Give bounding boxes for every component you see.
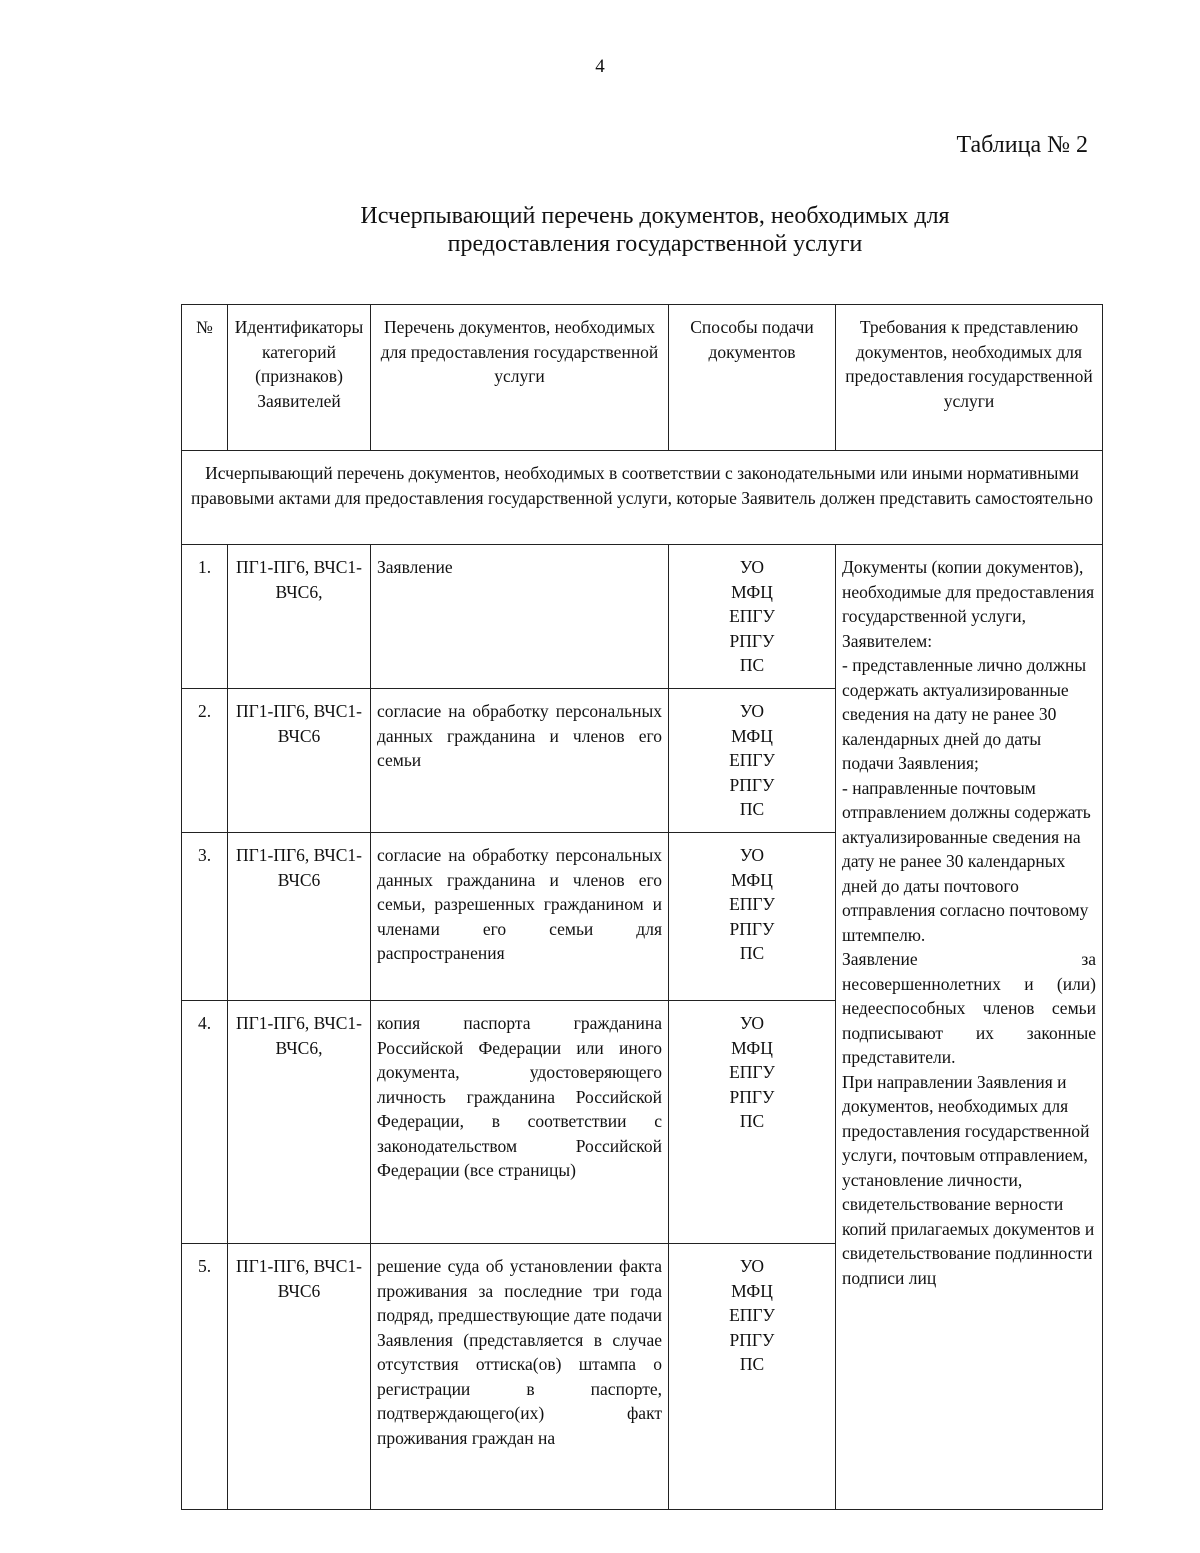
row-documents: согласие на обработку персональных данных гражданина и членов его семьи <box>371 689 669 833</box>
method-item: УО <box>739 701 765 721</box>
header-documents: Перечень документов, необходимых для предоставления государственной услуги <box>371 305 669 451</box>
table-header-row <box>182 305 1103 451</box>
method-item: ЕПГУ <box>729 750 775 770</box>
row-identifiers: ПГ1-ПГ6, ВЧС1-ВЧС6, <box>228 1001 371 1244</box>
page-number: 4 <box>595 56 605 77</box>
row-documents: решение суда об установлении факта проживания за последние три года подряд, предшествующие дате подачи Заявления (представляется в случае отсутствия оттиска(ов) штампа о регистрации в паспорте, подтверждающего(их) факт проживания граждан на <box>371 1244 669 1510</box>
row-methods <box>669 1001 836 1244</box>
method-item: ЕПГУ <box>729 1062 775 1082</box>
row-identifiers: ПГ1-ПГ6, ВЧС1-ВЧС6 <box>228 833 371 1001</box>
title-line-1: Исчерпывающий перечень документов, необходимых для <box>360 203 950 229</box>
header-identifiers: Идентификаторы категорий (признаков) Заявителей <box>228 305 371 451</box>
method-item: ЕПГУ <box>729 606 775 626</box>
row-identifiers: ПГ1-ПГ6, ВЧС1-ВЧС6 <box>228 689 371 833</box>
header-number: № <box>182 305 228 451</box>
method-item: УО <box>739 845 765 865</box>
section-row <box>182 451 1103 545</box>
method-item: МФЦ <box>731 581 773 602</box>
documents-table <box>181 304 1103 1510</box>
row-methods <box>669 833 836 1001</box>
requirements-part-1: Документы (копии документов), необходимые для предоставления государственной услуги, Заявителем: <box>842 557 1095 651</box>
section-heading: Исчерпывающий перечень документов, необходимых в соответствии с законодательными или иными нормативными правовыми актами для предоставления государственной услуги, которые Заявитель должен представить самостоятельно <box>182 451 1103 545</box>
row-methods <box>669 689 836 833</box>
requirements-part-2: - представленные лично должны содержать актуализированные сведения на дату не ранее 30 календарных дней до даты подачи Заявления; <box>842 655 1087 773</box>
method-item: МФЦ <box>731 1037 773 1058</box>
row-methods <box>669 1244 836 1510</box>
row-documents: Заявление <box>371 545 669 689</box>
method-item: ПС <box>739 799 765 819</box>
method-item: РПГУ <box>729 630 775 651</box>
row-number: 4. <box>182 1001 228 1244</box>
method-item: ПС <box>739 1354 765 1374</box>
method-item: МФЦ <box>731 869 773 890</box>
method-item: ЕПГУ <box>729 1305 775 1325</box>
method-item: МФЦ <box>731 1280 773 1301</box>
row-number: 3. <box>182 833 228 1001</box>
requirements-cell <box>836 545 1103 1510</box>
row-number: 5. <box>182 1244 228 1510</box>
row-number: 1. <box>182 545 228 689</box>
method-item: ПС <box>739 1111 765 1131</box>
row-documents: копия паспорта гражданина Российской Федерации или иного документа, удостоверяющего личность гражданина Российской Федерации, в соответствии с законодательством Российской Федерации (все страницы) <box>371 1001 669 1244</box>
header-requirements: Требования к представлению документов, необходимых для предоставления государственной услуги <box>836 305 1103 451</box>
row-number: 2. <box>182 689 228 833</box>
requirements-part-3: - направленные почтовым отправлением должны содержать актуализированные сведения на дату не ранее 30 календарных дней до даты почтового отправления согласно почтовому штемпелю. <box>842 777 1091 945</box>
title-line-2: предоставления государственной услуги <box>447 231 863 257</box>
row-documents: согласие на обработку персональных данных гражданина и членов его семьи, разрешенных гражданином и членами его семьи для распространения <box>371 833 669 1001</box>
header-methods: Способы подачи документов <box>669 305 836 451</box>
method-item: РПГУ <box>729 918 775 939</box>
table-label: Таблица № 2 <box>956 132 1088 158</box>
row-methods <box>669 545 836 689</box>
requirements-part-5: При направлении Заявления и документов, необходимых для предоставления государственной услуги, почтовым отправлением, установление личности, свидетельствование верности копий прилагаемых документов и свидетельствование подлинности подписи лиц <box>842 1071 1095 1288</box>
method-item: РПГУ <box>729 774 775 795</box>
method-item: РПГУ <box>729 1086 775 1107</box>
method-item: ЕПГУ <box>729 894 775 914</box>
document-title <box>230 202 1080 258</box>
method-item: УО <box>739 1256 765 1276</box>
row-identifiers: ПГ1-ПГ6, ВЧС1-ВЧС6 <box>228 1244 371 1510</box>
method-item: ПС <box>739 655 765 675</box>
method-item: РПГУ <box>729 1329 775 1350</box>
row-identifiers: ПГ1-ПГ6, ВЧС1-ВЧС6, <box>228 545 371 689</box>
requirements-part-4: Заявление за несовершеннолетних и (или) недееспособных членов семьи подписывают их законные представители. <box>842 949 1096 1067</box>
table-row <box>182 545 1103 689</box>
method-item: УО <box>739 557 765 577</box>
method-item: УО <box>739 1013 765 1033</box>
method-item: ПС <box>739 943 765 963</box>
method-item: МФЦ <box>731 725 773 746</box>
